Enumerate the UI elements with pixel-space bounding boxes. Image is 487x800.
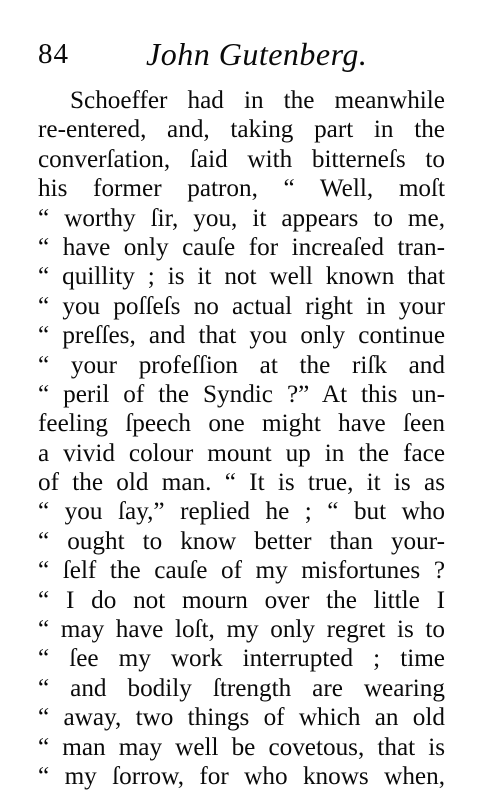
text-line: “ you ſay,” replied he ; “ but who (38, 498, 445, 526)
text-line: “ away, two things of which an old (38, 704, 445, 732)
page-number: 84 (38, 38, 69, 70)
text-line: his former patron, “ Well, moſt (38, 175, 445, 203)
text-line: “ worthy ſir, you, it appears to me, (38, 204, 445, 232)
text-line: “ peril of the Syndic ?” At this un- (38, 380, 445, 408)
text-line: “ you poſſeſs no actual right in your (38, 292, 445, 320)
text-line: “ your profeſſion at the riſk and (38, 351, 445, 379)
text-line: “ I do not mourn over the little I (38, 586, 445, 614)
page-header (38, 36, 458, 76)
text-line: “ preſſes, and that you only continue (38, 322, 445, 350)
text-line: Schoeffer had in the meanwhile (70, 87, 445, 114)
text-line: re-entered, and, taking part in the (38, 116, 445, 144)
text-line: “ ſee my work interrupted ; time (38, 645, 445, 673)
text-line: feeling ſpeech one might have ſeen (38, 410, 445, 438)
text-line: “ quillity ; is it not well known that (38, 263, 445, 291)
text-line: “ may have loſt, my only regret is to (38, 616, 445, 644)
text-line: “ ought to know better than your- (38, 527, 445, 555)
text-line: “ my ſorrow, for who knows when, (38, 762, 445, 790)
text-line: “ ſelf the cauſe of my misfortunes ? (38, 557, 445, 585)
text-line: “ and bodily ſtrength are wearing (38, 674, 445, 702)
body-text (38, 86, 445, 791)
running-title: John Gutenberg. (146, 36, 368, 72)
text-line: “ have only cauſe for increaſed tran- (38, 233, 445, 261)
text-line: converſation, ſaid with bitterneſs to (38, 145, 445, 173)
text-line: of the old man. “ It is true, it is as (38, 469, 445, 497)
text-line: a vivid colour mount up in the face (38, 439, 445, 467)
text-line: “ man may well be covetous, that is (38, 733, 445, 761)
